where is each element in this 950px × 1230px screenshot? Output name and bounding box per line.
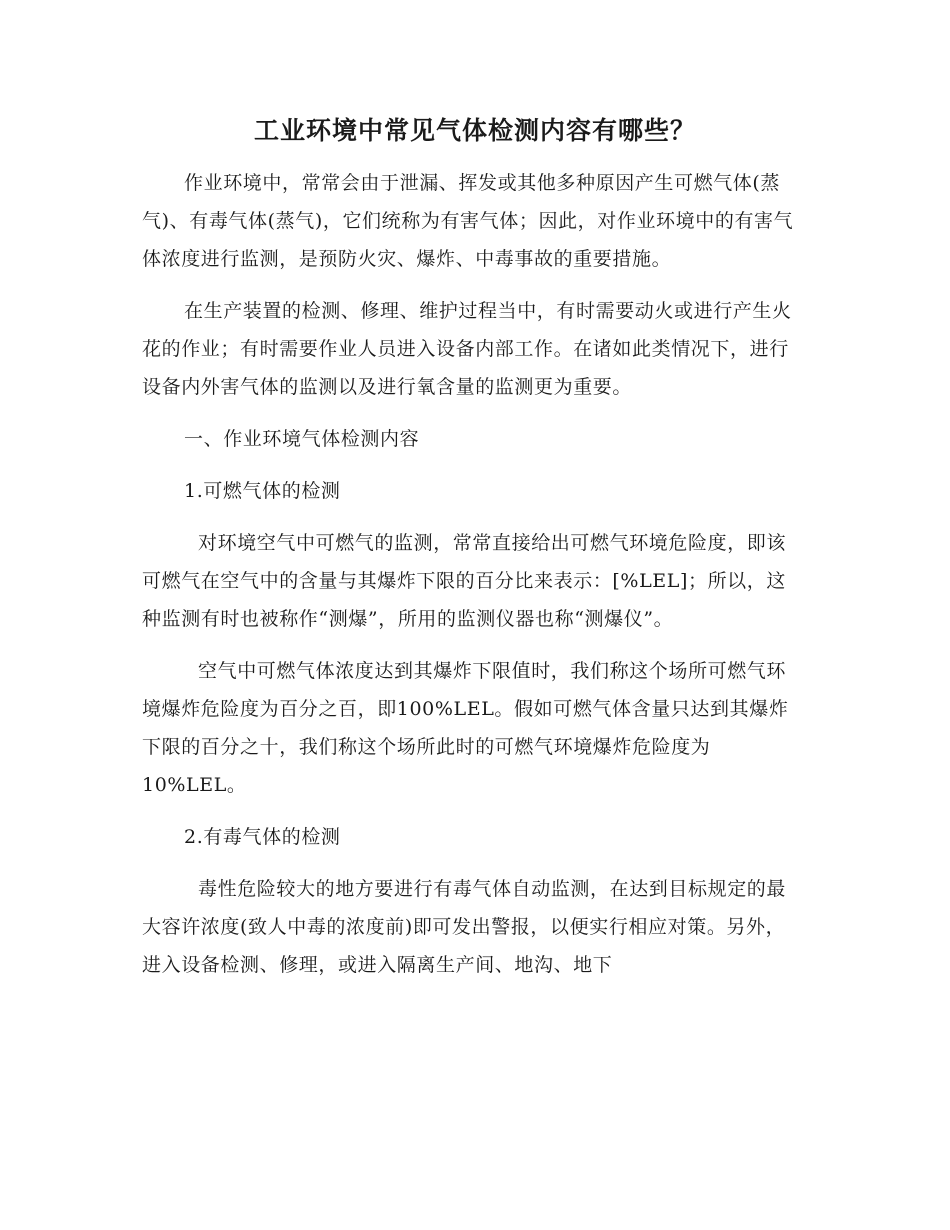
section-heading-1: 一、作业环境气体检测内容 bbox=[184, 428, 420, 450]
subsection-2-paragraph-1: 毒性危险较大的地方要进行有毒气体自动监测，在达到目标规定的最大容许浓度(致人中毒的浓度前)即可发出警报，以便实行相应对策。另外，进入设备检测、修理，或进入隔离生产间、地沟、地下 bbox=[142, 878, 787, 976]
intro-paragraph-2: 在生产装置的检测、修理、维护过程当中，有时需要动火或进行产生火花的作业；有时需要作业人员进入设备内部工作。在诸如此类情况下，进行设备内外害气体的监测以及进行氧含量的监测更为重要。 bbox=[142, 300, 792, 398]
subsection-heading-2: 2.有毒气体的检测 bbox=[184, 826, 341, 848]
document-title: 工业环境中常见气体检测内容有哪些？ bbox=[253, 116, 696, 145]
intro-paragraph-1: 作业环境中，常常会由于泄漏、挥发或其他多种原因产生可燃气体(蒸气)、有毒气体(蒸气)，它们统称为有害气体；因此，对作业环境中的有害气体浓度进行监测，是预防火灾、爆炸、中毒事故的重要措施。 bbox=[142, 172, 794, 270]
document-body bbox=[142, 164, 802, 984]
subsection-heading-1: 1.可燃气体的检测 bbox=[184, 480, 341, 502]
subsection-1-paragraph-1: 对环境空气中可燃气的监测，常常直接给出可燃气环境危险度，即该可燃气在空气中的含量与其爆炸下限的百分比来表示：[%LEL]；所以，这种监测有时也被称作“测爆”，所用的监测仪器也称“测爆仪”。 bbox=[142, 532, 787, 630]
subsection-1-paragraph-2: 空气中可燃气体浓度达到其爆炸下限值时，我们称这个场所可燃气环境爆炸危险度为百分之百，即100%LEL。假如可燃气体含量只达到其爆炸下限的百分之十，我们称这个场所此时的可燃气环境爆炸危险度为10%LEL。 bbox=[142, 660, 789, 796]
